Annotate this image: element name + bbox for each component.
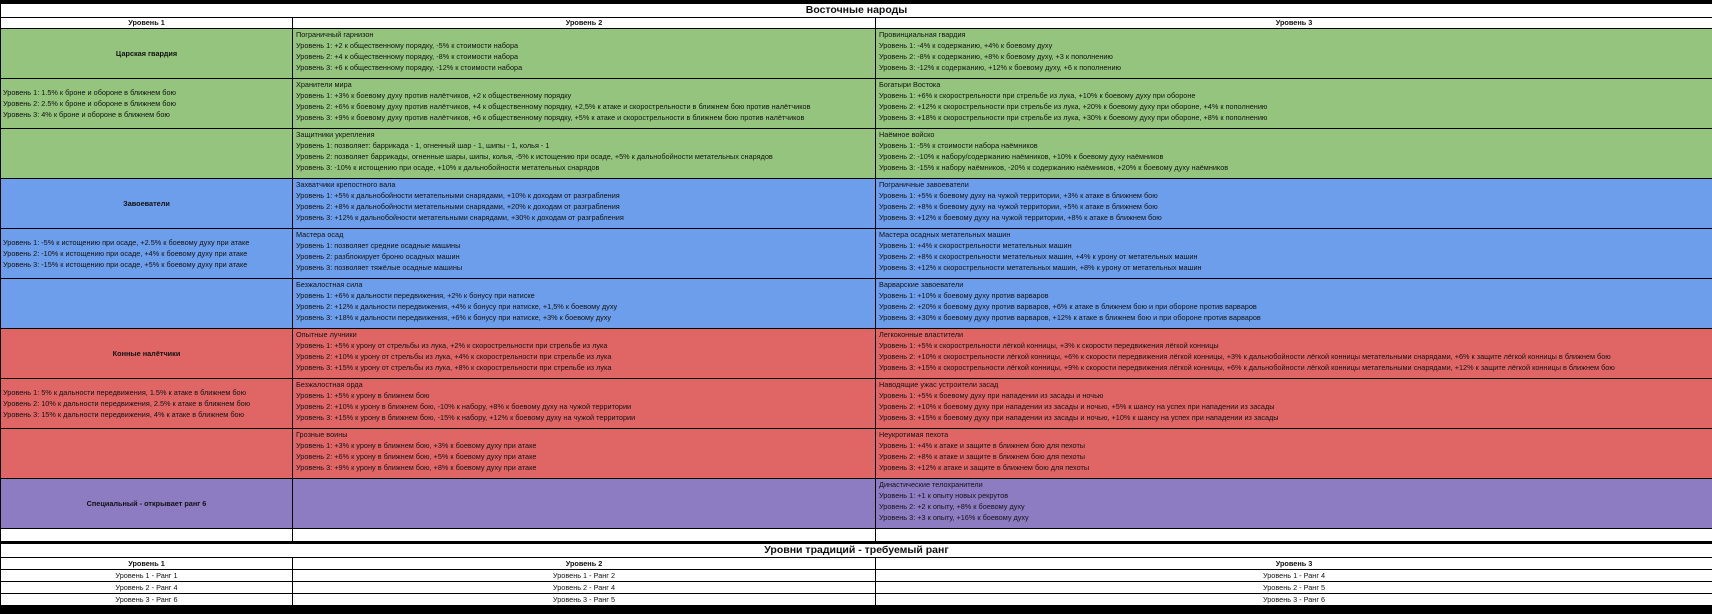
level1-bonus-line: Уровень 2: -10% к истощению при осаде, +4% к боевому духу при атаке — [3, 249, 248, 258]
level3-cell — [876, 29, 1712, 79]
tradition-bonus-line: Уровень 3: +18% к дальности передвижения, +6% к бонусу при натиске, +3% к боевому духу — [296, 313, 612, 322]
level1-bonus-line: Уровень 1: 5% к дальности передвижения, 1.5% к атаке в ближнем бою — [3, 388, 247, 397]
tradition-bonus-line: Уровень 3: -15% к набору наёмников, -20% к содержанию наёмников, +20% к боевому духу наёмников — [879, 163, 1229, 172]
rank-requirements-table — [0, 543, 1712, 606]
tradition-bonus-line: Уровень 1: позволяет: баррикада - 1, огненный шар - 1, шипы - 1, колья - 1 — [296, 141, 550, 150]
tradition-bonus-line: Уровень 1: +5% к боевому духу при нападении из засады и ночью — [879, 391, 1104, 400]
tradition-bonus-line: Уровень 2: позволяет баррикады, огненные шары, шипы, колья, -5% к истощению при осаде, +5% к дальнобойности метательных снарядов — [296, 152, 773, 161]
tradition-bonus-line: Уровень 2: +6% к боевому духу против налётчиков, +4 к общественному порядку, +2,5% к атаке и скорострельности в ближнем бою против налётчиков — [296, 102, 811, 111]
rank-cell: Уровень 3 - Ранг 6 — [1, 594, 293, 606]
tradition-row — [1, 479, 1712, 529]
level3-cell — [876, 429, 1712, 479]
tradition-title: Защитники укрепления — [296, 130, 375, 139]
traditions-table — [0, 3, 1712, 542]
tradition-bonus-line: Уровень 2: +8% к дальнобойности метательными снарядами, +20% к доходам от разграбления — [296, 202, 620, 211]
tradition-bonus-line: Уровень 1: +6% к дальности передвижения, +2% к бонусу при натиске — [296, 291, 535, 300]
rank-cell: Уровень 3 - Ранг 5 — [293, 594, 876, 606]
tradition-bonus-line: Уровень 1: +3% к боевому духу против налётчиков, +2 к общественному порядку — [296, 91, 572, 100]
tradition-bonus-line: Уровень 2: разблокирует броню осадных машин — [296, 252, 460, 261]
tradition-title: Безжалостная орда — [296, 380, 363, 389]
tradition-bonus-line: Уровень 3: +9% к урону в ближнем бою, +8% к боевому духу при атаке — [296, 463, 537, 472]
tradition-bonus-line: Уровень 1: +3% к урону в ближнем бою, +3% к боевому духу при атаке — [296, 441, 537, 450]
column-header: Уровень 3 — [876, 18, 1712, 29]
tradition-bonus-line: Уровень 3: +15% к скорострельности лёгкой конницы, +9% к скорости передвижения лёгкой конницы, +6% к дальнобойности лёгкой конницы метательными снарядами, +12% к защите лёгкой конницы в ближнем бою — [879, 363, 1615, 372]
tradition-bonus-line: Уровень 1: -5% к стоимости набора наёмников — [879, 141, 1038, 150]
tradition-title: Пограничные завоеватели — [879, 180, 969, 189]
level2-cell — [293, 429, 876, 479]
tradition-row — [1, 179, 1712, 229]
level2-cell — [293, 479, 876, 529]
tradition-bonus-line: Уровень 1: +5% к урону в ближнем бою — [296, 391, 430, 400]
tradition-title: Неукротимая пехота — [879, 430, 949, 439]
level1-cell — [1, 479, 293, 529]
tradition-bonus-line: Уровень 3: +18% к скорострельности при стрельбе из лука, +30% к боевому духу при обороне, +8% к пополнению — [879, 113, 1268, 122]
tradition-bonus-line: Уровень 3: +12% к дальнобойности метательными снарядами, +30% к доходам от разграбления — [296, 213, 624, 222]
rank-row — [1, 582, 1712, 594]
tradition-bonus-line: Уровень 3: +9% к боевому духу против налётчиков, +6 к общественному порядку, +5% к атаке и скорострельности в ближнем бою против налётчиков — [296, 113, 805, 122]
tradition-bonus-line: Уровень 2: +8% к атаке и защите в ближнем бою для пехоты — [879, 452, 1086, 461]
level3-cell — [876, 279, 1712, 329]
level1-cell — [1, 329, 293, 379]
level3-cell — [876, 479, 1712, 529]
level1-bonus-line: Уровень 3: -15% к истощению при осаде, +5% к боевому духу при атаке — [3, 260, 248, 269]
column-header: Уровень 2 — [293, 558, 876, 570]
level2-cell — [293, 29, 876, 79]
tradition-bonus-line: Уровень 3: +15% к урону от стрельбы из лука, +8% к скорострельности при стрельбе из лука — [296, 363, 612, 372]
rank-cell: Уровень 1 - Ранг 1 — [1, 570, 293, 582]
rank-cell: Уровень 2 - Ранг 4 — [1, 582, 293, 594]
tradition-bonus-line: Уровень 2: +8% к боевому духу на чужой территории, +5% к атаке в ближнем бою — [879, 202, 1158, 211]
tradition-title: Провинциальная гвардия — [879, 30, 966, 39]
level3-cell — [876, 129, 1712, 179]
tradition-bonus-line: Уровень 1: +5% к боевому духу на чужой территории, +3% к атаке в ближнем бою — [879, 191, 1158, 200]
level2-cell — [293, 329, 876, 379]
tradition-bonus-line: Уровень 2: +2 к опыту, +8% к боевому духу — [879, 502, 1025, 511]
level2-cell — [293, 379, 876, 429]
level1-bonus-line: Уровень 2: 2.5% к броне и обороне в ближнем бою — [3, 99, 176, 108]
level1-bonus-line: Уровень 3: 4% к броне и обороне в ближнем бою — [3, 110, 170, 119]
empty-cell — [293, 529, 876, 542]
tradition-bonus-line: Уровень 1: +5% к дальнобойности метательными снарядами, +10% к доходам от разграбления — [296, 191, 620, 200]
level1-cell — [1, 379, 293, 429]
level2-cell — [293, 129, 876, 179]
tradition-row — [1, 79, 1712, 129]
level1-cell — [1, 429, 293, 479]
tradition-bonus-line: Уровень 2: -10% к набору/содержанию наёмников, +10% к боевому духу наёмников — [879, 152, 1164, 161]
tradition-bonus-line: Уровень 1: +6% к скорострельности при стрельбе из лука, +10% к боевому духу при обороне — [879, 91, 1196, 100]
tradition-bonus-line: Уровень 2: +10% к урону от стрельбы из лука, +4% к скорострельности при стрельбе из лука — [296, 352, 612, 361]
tradition-title: Династические телохранители — [879, 480, 983, 489]
tradition-bonus-line: Уровень 1: +5% к скорострельности лёгкой конницы, +3% к скорости передвижения лёгкой конницы — [879, 341, 1219, 350]
tradition-bonus-line: Уровень 3: +3 к опыту, +16% к боевому духу — [879, 513, 1029, 522]
level1-cell — [1, 279, 293, 329]
tradition-bonus-line: Уровень 1: +2 к общественному порядку, -5% к стоимости набора — [296, 41, 519, 50]
header-row — [1, 558, 1712, 570]
column-header: Уровень 1 — [1, 558, 293, 570]
column-header: Уровень 2 — [293, 18, 876, 29]
tradition-bonus-line: Уровень 1: позволяет средние осадные машины — [296, 241, 461, 250]
level3-cell — [876, 179, 1712, 229]
header-row — [1, 18, 1712, 29]
tradition-bonus-line: Уровень 3: +30% к боевому духу против варваров, +12% к атаке в ближнем бою и при обороне против варваров — [879, 313, 1261, 322]
tradition-bonus-line: Уровень 2: +20% к боевому духу против варваров, +6% к атаке в ближнем бою и при обороне против варваров — [879, 302, 1257, 311]
tradition-bonus-line: Уровень 3: +15% к боевому духу при нападении из засады и ночью, +10% к шансу на успех при нападении из засады — [879, 413, 1279, 422]
group-name: Конные налётчики — [112, 349, 181, 358]
tradition-title: Мастера осад — [296, 230, 344, 239]
tradition-bonus-line: Уровень 3: +12% к боевому духу на чужой территории, +8% к атаке в ближнем бою — [879, 213, 1162, 222]
tradition-title: Мастера осадных метательных машин — [879, 230, 1011, 239]
tradition-row — [1, 229, 1712, 279]
tradition-bonus-line: Уровень 3: -12% к содержанию, +12% к боевому духу, +6 к пополнению — [879, 63, 1122, 72]
tradition-row — [1, 329, 1712, 379]
rank-cell: Уровень 1 - Ранг 2 — [293, 570, 876, 582]
tradition-bonus-line: Уровень 2: +10% к боевому духу при нападении из засады и ночью, +5% к шансу на успех при нападении из засады — [879, 402, 1275, 411]
level3-cell — [876, 379, 1712, 429]
level2-cell — [293, 279, 876, 329]
empty-row — [1, 529, 1712, 542]
level3-cell — [876, 229, 1712, 279]
tradition-title: Опытные лучники — [296, 330, 357, 339]
rank-row — [1, 594, 1712, 606]
level2-cell — [293, 229, 876, 279]
tradition-bonus-line: Уровень 1: +4% к скорострельности метательных машин — [879, 241, 1072, 250]
tradition-bonus-line: Уровень 3: -10% к истощению при осаде, +10% к дальнобойности метательных снарядов — [296, 163, 600, 172]
level1-cell — [1, 129, 293, 179]
level2-cell — [293, 79, 876, 129]
tradition-title: Грозные воины — [296, 430, 348, 439]
tradition-row — [1, 129, 1712, 179]
tradition-bonus-line: Уровень 3: +12% к атаке и защите в ближнем бою для пехоты — [879, 463, 1090, 472]
tradition-bonus-line: Уровень 1: -4% к содержанию, +4% к боевому духу — [879, 41, 1053, 50]
level3-cell — [876, 329, 1712, 379]
rank-cell: Уровень 2 - Ранг 4 — [293, 582, 876, 594]
tradition-title: Варварские завоеватели — [879, 280, 964, 289]
ranks-title: Уровни традиций - требуемый ранг — [1, 544, 1712, 558]
tradition-bonus-line: Уровень 3: позволяет тяжёлые осадные машины — [296, 263, 463, 272]
tradition-bonus-line: Уровень 2: -8% к содержанию, +8% к боевому духу, +3 к пополнению — [879, 52, 1113, 61]
level2-cell — [293, 179, 876, 229]
tradition-bonus-line: Уровень 2: +4 к общественному порядку, -8% к стоимости набора — [296, 52, 519, 61]
group-name: Специальный - открывает ранг 6 — [86, 499, 207, 508]
table-title: Восточные народы — [1, 4, 1712, 18]
tradition-title: Наводящие ужас устроители засад — [879, 380, 999, 389]
tradition-bonus-line: Уровень 1: +10% к боевому духу против варваров — [879, 291, 1049, 300]
group-name: Завоеватели — [123, 199, 170, 208]
rank-cell: Уровень 3 - Ранг 6 — [876, 594, 1712, 606]
title-row — [1, 544, 1712, 558]
tradition-row — [1, 29, 1712, 79]
level1-cell — [1, 229, 293, 279]
tradition-bonus-line: Уровень 3: +15% к урону в ближнем бою, -15% к набору, +12% к боевому духу на чужой территории — [296, 413, 636, 422]
tradition-bonus-line: Уровень 2: +12% к скорострельности при стрельбе из лука, +20% к боевому духу при обороне, +4% к пополнению — [879, 102, 1268, 111]
rank-cell: Уровень 1 - Ранг 4 — [876, 570, 1712, 582]
tradition-title: Наёмное войско — [879, 130, 935, 139]
column-header: Уровень 3 — [876, 558, 1712, 570]
level1-cell — [1, 79, 293, 129]
tradition-bonus-line: Уровень 1: +5% к урону от стрельбы из лука, +2% к скорострельности при стрельбе из лука — [296, 341, 608, 350]
tradition-bonus-line: Уровень 2: +10% к урону в ближнем бою, -10% к набору, +8% к боевому духу на чужой территории — [296, 402, 632, 411]
group-name: Царская гвардия — [115, 49, 178, 58]
column-header: Уровень 1 — [1, 18, 293, 29]
tradition-row — [1, 379, 1712, 429]
tradition-bonus-line: Уровень 1: +4% к атаке и защите в ближнем бою для пехоты — [879, 441, 1086, 450]
rank-row — [1, 570, 1712, 582]
tradition-title: Захватчики крепостного вала — [296, 180, 396, 189]
rank-cell: Уровень 2 - Ранг 5 — [876, 582, 1712, 594]
empty-cell — [876, 529, 1712, 542]
level1-cell — [1, 179, 293, 229]
level3-cell — [876, 79, 1712, 129]
empty-cell — [1, 529, 293, 542]
tradition-bonus-line: Уровень 2: +12% к дальности передвижения, +4% к бонусу при натиске, +1,5% к боевому духу — [296, 302, 618, 311]
tradition-title: Пограничный гарнизон — [296, 30, 374, 39]
tradition-title: Богатыри Востока — [879, 80, 941, 89]
tradition-bonus-line: Уровень 2: +10% к скорострельности лёгкой конницы, +6% к скорости передвижения лёгкой конницы, +3% к дальнобойности лёгкой конницы метательными снарядами, +6% к защите лёгкой конницы в ближнем бою — [879, 352, 1611, 361]
level1-bonus-line: Уровень 1: 1.5% к броне и обороне в ближнем бою — [3, 88, 176, 97]
level1-bonus-line: Уровень 2: 10% к дальности передвижения, 2.5% к атаке в ближнем бою — [3, 399, 251, 408]
tradition-bonus-line: Уровень 2: +8% к скорострельности метательных машин, +4% к урону от метательных машин — [879, 252, 1198, 261]
tradition-bonus-line: Уровень 3: +6 к общественному порядку, -12% к стоимости набора — [296, 63, 523, 72]
level1-bonus-line: Уровень 1: -5% к истощению при осаде, +2.5% к боевому духу при атаке — [3, 238, 250, 247]
tradition-bonus-line: Уровень 1: +1 к опыту новых рекрутов — [879, 491, 1009, 500]
tradition-row — [1, 279, 1712, 329]
title-row — [1, 4, 1712, 18]
tradition-row — [1, 429, 1712, 479]
tradition-bonus-line: Уровень 3: +12% к скорострельности метательных машин, +8% к урону от метательных машин — [879, 263, 1202, 272]
tradition-title: Легкоконные властители — [879, 330, 964, 339]
level1-bonus-line: Уровень 3: 15% к дальности передвижения, 4% к атаке в ближнем бою — [3, 410, 245, 419]
tradition-title: Хранители мира — [296, 80, 352, 89]
tradition-bonus-line: Уровень 2: +6% к урону в ближнем бою, +5% к боевому духу при атаке — [296, 452, 537, 461]
level1-cell — [1, 29, 293, 79]
tradition-title: Безжалостная сила — [296, 280, 363, 289]
